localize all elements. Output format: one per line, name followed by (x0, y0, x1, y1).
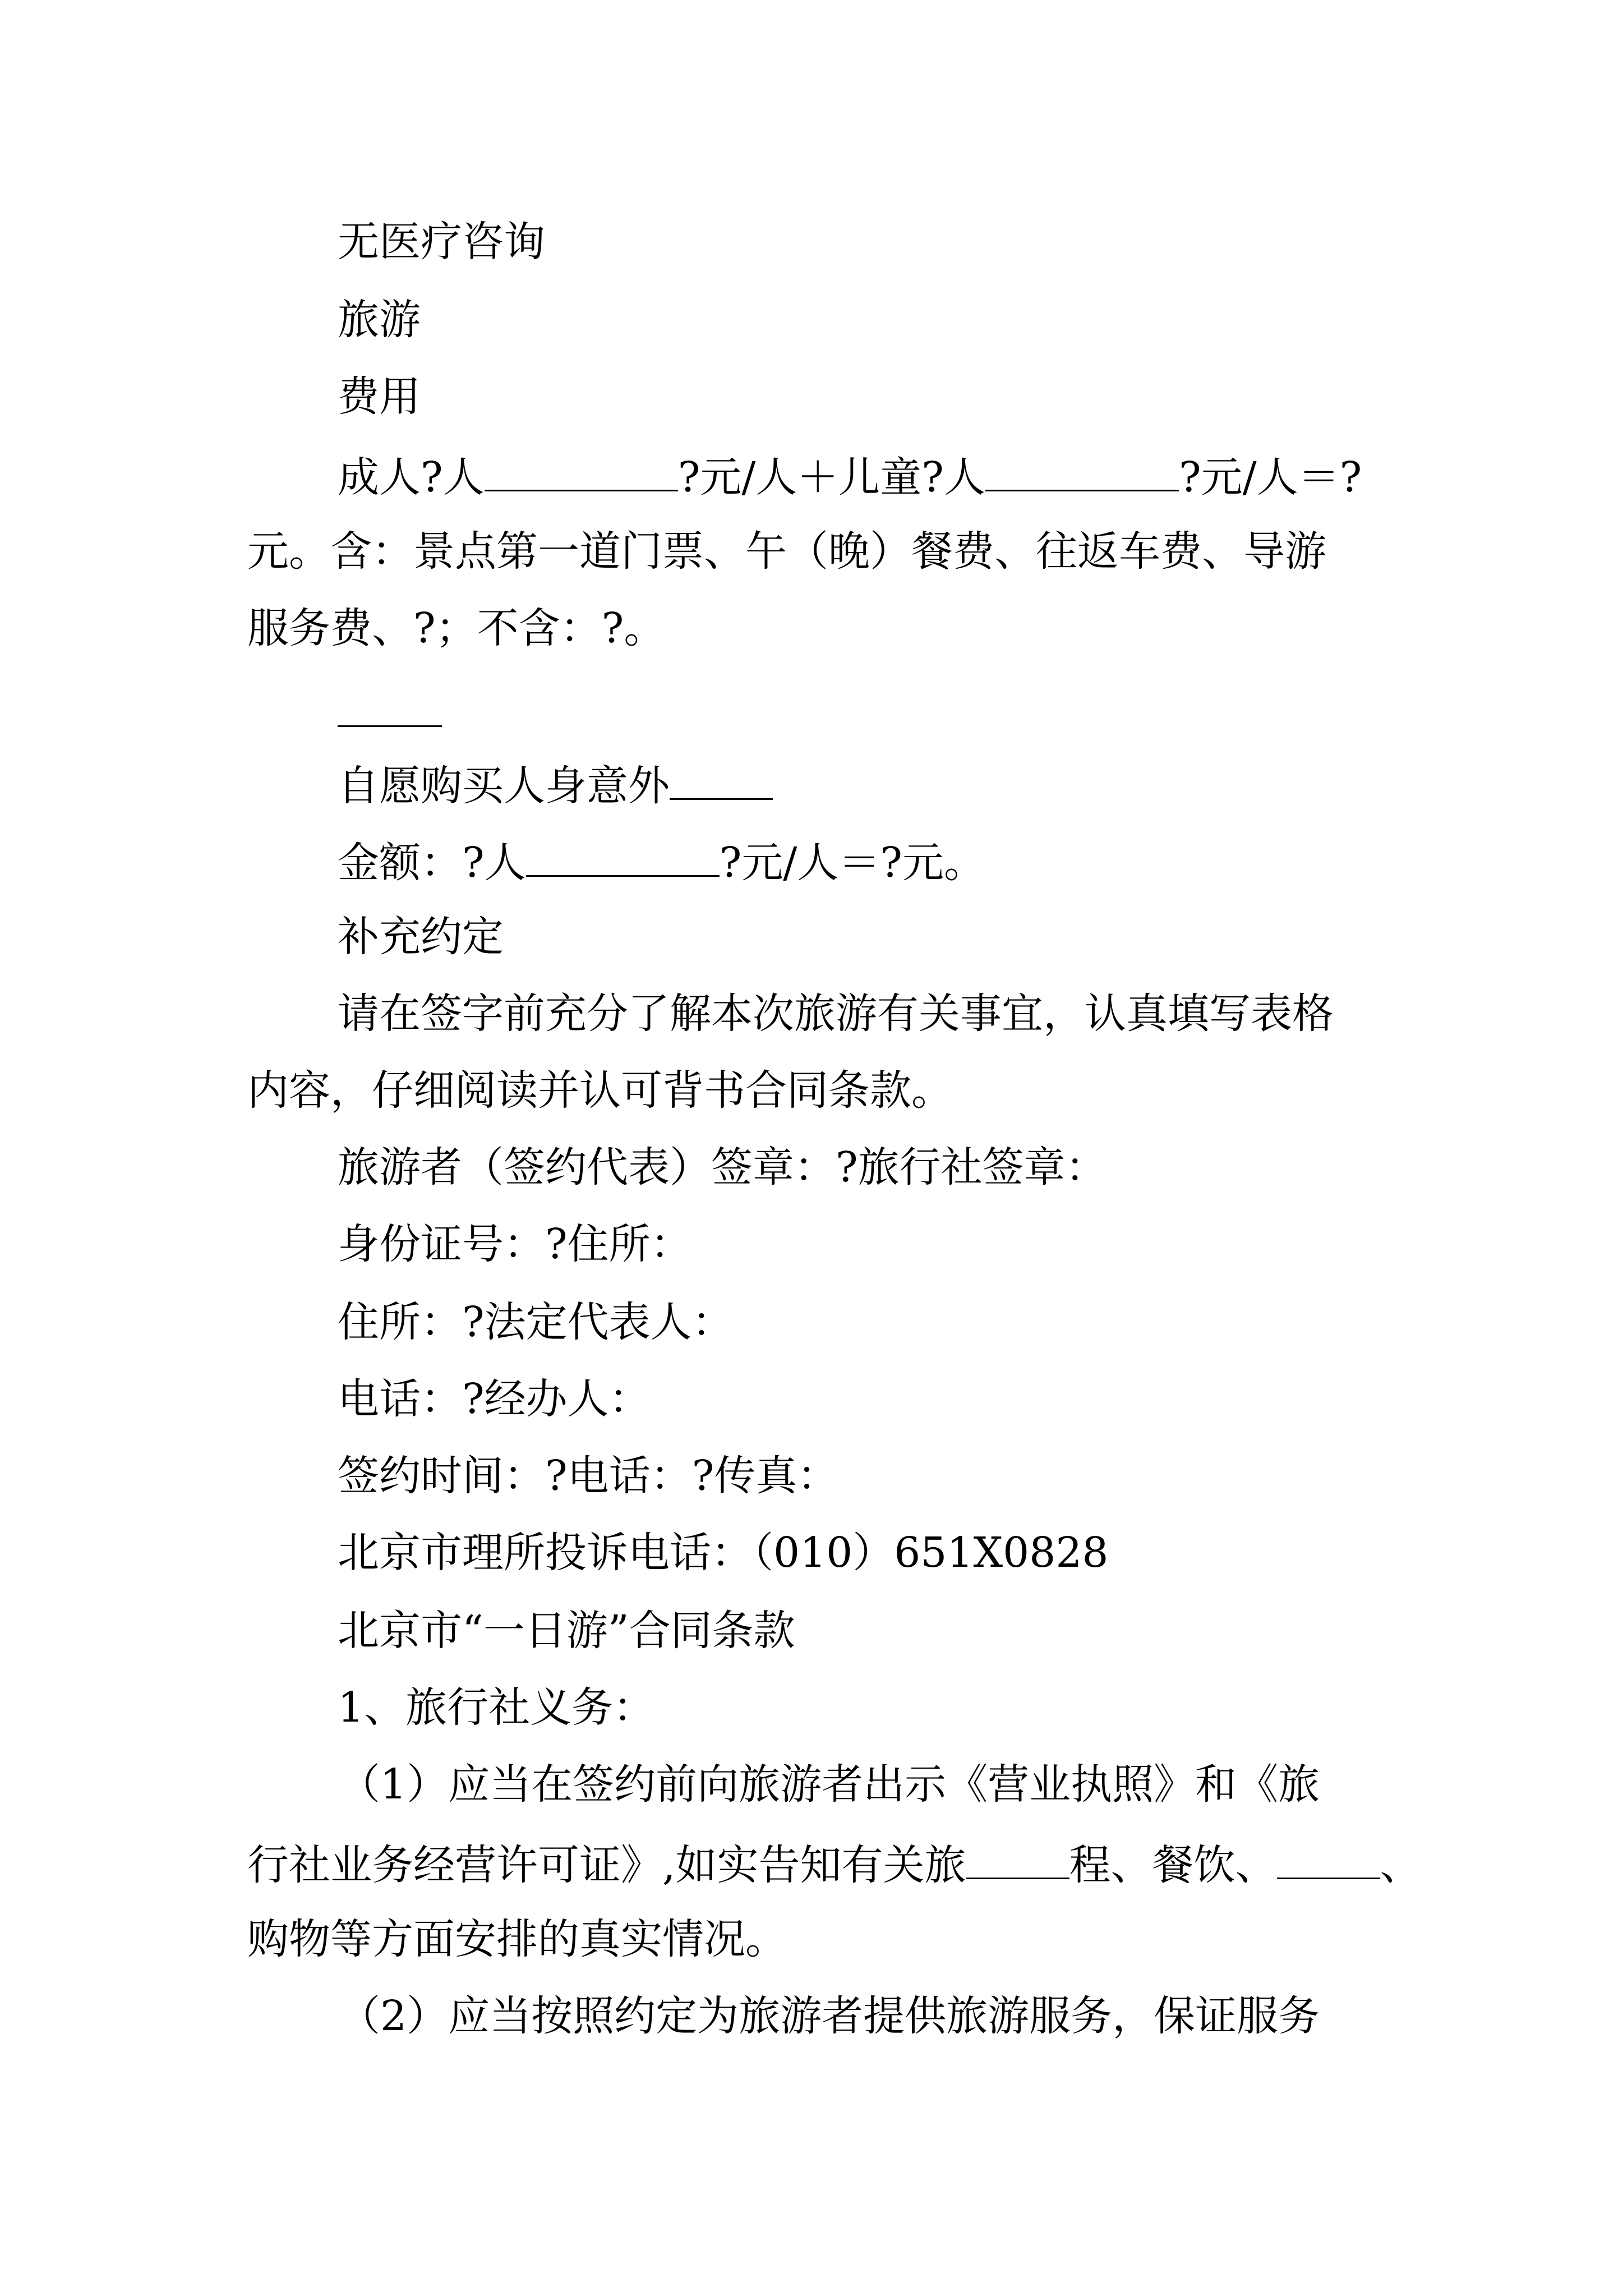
line-text: 签约时间：?电话：?传真： (338, 1452, 839, 1500)
fill-blank-itinerary (966, 1841, 1069, 1879)
text-line-insurance-amount (338, 838, 985, 887)
line-text: 内容，仔细阅读并认可背书合同条款。 (247, 1066, 953, 1115)
line-text: 无医疗咨询 (338, 218, 545, 266)
line-text: 成人?人 (338, 453, 485, 501)
line-text: 旅游 (338, 296, 421, 344)
text-line-clause-1-cont (247, 1841, 1422, 1889)
line-text: （2）应当按照约定为旅游者提供旅游服务，保证服务 (339, 1992, 1320, 2040)
line-text: 费用 (338, 372, 421, 421)
text-line-clause-2 (339, 1992, 1320, 2040)
text-line-fee (338, 372, 421, 421)
line-text: ?元/人＋儿童?人 (677, 453, 985, 501)
text-line-supplement (338, 913, 504, 961)
text-line-insurance (338, 761, 773, 810)
fill-blank-accommodation (1277, 1841, 1380, 1879)
line-text: 、 (1380, 1841, 1422, 1889)
line-text: 1、旅行社义务： (338, 1683, 655, 1732)
text-line-notice-2 (247, 1066, 953, 1115)
line-text: 服务费、?；不含：?。 (247, 604, 666, 652)
text-line-signatures (338, 1143, 1107, 1191)
text-line-fee-includes (247, 527, 1326, 576)
line-text: 程、餐饮、 (1069, 1841, 1277, 1889)
blank-rule (338, 725, 442, 727)
text-line-notice-1 (338, 990, 1334, 1038)
text-line-clause-1-end (247, 1915, 787, 1963)
text-line-medical-consult (338, 218, 545, 266)
text-line-id-number (338, 1220, 692, 1268)
line-text: 金额：?人 (338, 839, 526, 887)
line-text: 元。含：景点第一道门票、午（晚）餐费、往返车费、导游 (247, 527, 1326, 576)
line-text: 北京市理所投诉电话：（010）651X0828 (338, 1529, 1109, 1577)
text-line-fee-formula (338, 453, 1362, 501)
text-line-agency-duties (338, 1683, 655, 1732)
line-text: 购物等方面安排的真实情况。 (247, 1915, 787, 1963)
text-line-travel (338, 296, 421, 344)
line-text: 住所：?法定代表人： (338, 1298, 734, 1346)
line-text: 补充约定 (338, 913, 504, 961)
text-line-sign-time (338, 1452, 839, 1500)
text-line-clause-1 (339, 1760, 1320, 1809)
line-text: 自愿购买人身意外 (338, 762, 670, 810)
line-text: 北京市“一日游”合同条款 (338, 1607, 795, 1655)
line-text: 请在签字前充分了解本次旅游有关事宜，认真填写表格 (338, 990, 1334, 1038)
text-line-complaint-phone (338, 1529, 1109, 1577)
fill-blank-adult-price (485, 453, 678, 491)
line-text: ?元/人＝? (1178, 453, 1362, 501)
fill-blank-child-price (985, 453, 1179, 491)
text-line-address (338, 1298, 734, 1346)
line-text: 电话：?经办人： (338, 1375, 651, 1423)
line-text: ?元/人＝?元。 (719, 839, 985, 887)
fill-blank-insurance-price (526, 838, 720, 877)
line-text: 身份证号：?住所： (338, 1220, 692, 1268)
line-text: 旅游者（签约代表）签章：?旅行社签章： (338, 1143, 1107, 1191)
text-line-fee-excludes (247, 604, 666, 652)
line-text: 行社业务经营许可证》,如实告知有关旅 (247, 1841, 966, 1889)
fill-blank-insurance (670, 761, 773, 800)
text-line-phone (338, 1375, 651, 1423)
line-text: （1）应当在签约前向旅游者出示《营业执照》和《旅 (339, 1760, 1320, 1809)
text-line-contract-title (338, 1607, 795, 1655)
